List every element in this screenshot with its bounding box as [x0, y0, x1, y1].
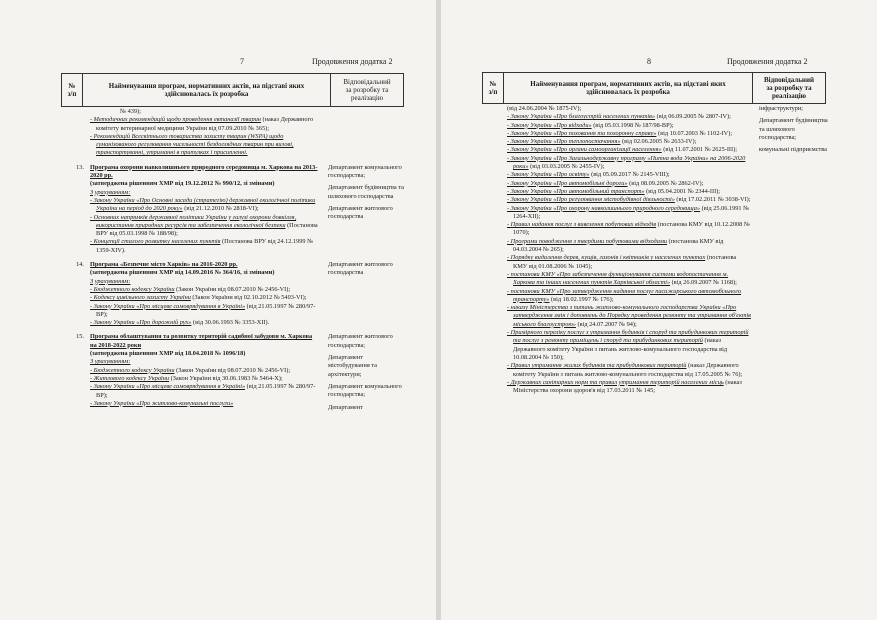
- responsible-dept: Департамент будівництва та шляхового господарства;: [759, 117, 828, 141]
- table-row: [507, 105, 829, 395]
- list-item: - Закону України «Про відходи» (від 05.03.1998 № 187/98-ВР);: [507, 121, 674, 129]
- text-line: (наказ Державного комітету ветеринарної медицини України від 07.09.2010 № 365);: [96, 116, 314, 132]
- text-line: (Закон України від 08.07.2010 № 2456-VI);: [174, 366, 291, 374]
- list-item: - Закону України «Про автомобільний транспорт» (від 05.04.2001 № 2344-III);: [507, 187, 721, 195]
- page-number: 8: [647, 57, 651, 66]
- table-header: [61, 73, 404, 107]
- text-line: № 439);: [120, 108, 141, 115]
- text-line: гуманізованого регулювання чисельності бездоглядних тварин при вилові, транспортуванні, утриманні в притулках і присипленні.: [96, 141, 294, 157]
- list-item: - постанови КМУ «Про затвердження надання послуг пасажирського автомобільного транспорту» (від 18.02.1997 № 176);: [507, 287, 742, 303]
- list-item: - Закону України «Про благоустрій населених пунктів» (від 06.09.2005 № 2807-IV);: [507, 113, 731, 121]
- row-number: 14.: [76, 261, 84, 269]
- text-line: - Закону України «Про дорожній рух»: [90, 319, 192, 327]
- text-line: - Закону України «Про місцеве самоврядування в Україні»: [90, 302, 246, 310]
- responsible-dept: Департамент житлового господарства: [328, 261, 393, 277]
- responsible-dept: Департамент: [328, 403, 363, 411]
- table-body: [62, 108, 406, 412]
- table-header: [482, 72, 826, 104]
- program-title: Програма «Безпечне місто Харків» на 2016-2020 рр.: [90, 261, 238, 269]
- responsible-dept: Департамент житлового господарства: [328, 204, 393, 221]
- program-approval: (затверджена рішенням ХМР від 18.04.2018 № 1096/18): [90, 350, 246, 358]
- table-body: [507, 105, 829, 395]
- text-line: (від 21.05.1997 № 280/97-ВР);: [96, 302, 316, 318]
- continuation-label: Продовження додатка 2: [727, 57, 808, 66]
- text-line: (від 30.06.1993 № 3353-XII).: [191, 319, 270, 327]
- header-number: № з/п: [483, 73, 504, 104]
- program-title: Програма охорони навколишнього природного середовища м. Харкова на 2013-2020 рр.: [90, 163, 318, 180]
- text-line: (Постанова ВРУ від 24.12.1999 № 1359-XIV).: [96, 238, 314, 254]
- row-number: 13.: [76, 163, 84, 171]
- list-item: - постанови КМУ «Про забезпечення функціонування системи водопостачання м. Харкова та інших населених пунктів Харківської області» (від 26.09.2007 № 1168);: [507, 270, 737, 287]
- taking-into-account: З урахуванням:: [90, 188, 131, 196]
- responsible-dept: Департамент житлового господарства;: [328, 333, 393, 349]
- responsible-dept: Департамент комунального господарства;: [328, 163, 402, 180]
- header-name: Найменування програм, нормативних актів, на підставі яких здійснювалась їх розробка: [504, 73, 753, 104]
- list-item: (від 24.06.2004 № 1875-IV);: [507, 105, 582, 112]
- text-line: (від 21.12.2010 № 2818-VI);: [182, 205, 259, 213]
- table-row: [62, 261, 406, 327]
- list-item: - Закону України «Про органи самоорганізації населення» (від 11.07.2001 № 2625-III);: [507, 146, 737, 154]
- responsible-dept: Департамент будівництва та шляхового господарства: [328, 184, 404, 200]
- text-line: - Методичних рекомендацій щодо проведення евтаназії тварин: [90, 116, 261, 124]
- text-line: - Основних напрямків державної політики України у галузі охорони довкілля, використання природних ресурсів та забезпечення екологічної безпеки: [90, 213, 297, 229]
- list-item: - Закону України «Про теплопостачання» (від 02.06.2005 № 2633-IV);: [507, 138, 697, 146]
- text-line: - Закону України «Про житлово-комунальні послуги»: [90, 399, 234, 407]
- list-item: - Правил утримання жилих будинків та прибудинкових територій (наказ Державного комітету України з питань житлово-комунального господарства від 17.05.2005 № 76);: [507, 362, 743, 378]
- text-line: (Закон України від 02.10.2012 № 5403-VI);: [190, 294, 307, 302]
- document-page-left: [0, 0, 436, 620]
- header-responsible: Відповідальний за розробку та реалізацію: [753, 73, 826, 104]
- header-responsible: Відповідальний за розробку та реалізацію: [331, 74, 404, 107]
- taking-into-account: З урахуванням:: [90, 358, 131, 366]
- table-row: [62, 108, 406, 158]
- list-item: - наказу Міністерства з питань житлово-комунального господарства України «Про затвердження змін і доповнень до Порядку проведення ремонту та утримання об'єктів міського благоустрою» (від 24.07.2007 № 94);: [507, 304, 751, 328]
- text-line: - Бюджетного кодексу України: [90, 366, 175, 374]
- list-item: - Закону України «Про охорону навколишнього природного середовища» (від 25.06.1991 № 1264-XII);: [507, 204, 750, 220]
- document-page-right: [441, 0, 877, 620]
- list-item: - Програми поводження з твердими побутовими відходами (постанова КМУ від 04.03.2004 № 265);: [507, 237, 724, 254]
- text-line: (Постанова ВРУ від 05.03.1998 № 188/98);: [96, 221, 318, 238]
- list-item: - Примірного переліку послуг з утримання будинків і споруд та прибудинкових територій та послуг з ремонту приміщень і споруд та прибудинкових територій (наказ Державного комітету України з питань житлово-комунального господарства від 10.08.2004 № 150);: [507, 329, 749, 361]
- program-approval: (затверджена рішенням ХМР від 14.09.2016 № 364/16, зі змінами): [90, 269, 275, 277]
- responsible-dept: Департамент комунального господарства;: [328, 382, 402, 399]
- responsible-dept: інфраструктури;: [759, 105, 804, 112]
- responsible-dept: комунальні підприємства: [759, 146, 827, 154]
- text-line: - Бюджетного кодексу України: [90, 285, 175, 293]
- table-row: [62, 164, 406, 255]
- text-line: - Закону України «Про Основні засади (стратегію) державної екологічної політики України на період до 2020 року»: [90, 196, 316, 213]
- responsible-dept: Департамент містобудування та архітектури;: [328, 354, 377, 378]
- list-item: - Порядку видалення дерев, кущів, газонів і квітників у населених пунктах (постанова КМУ від 01.08.2006 № 1045);: [507, 254, 737, 270]
- table-row: [62, 333, 406, 411]
- taking-into-account: З урахуванням:: [90, 277, 131, 285]
- text-line: (Закон України від 08.07.2010 № 2456-VI);: [174, 285, 291, 293]
- page-number: 7: [240, 57, 244, 66]
- program-approval: (затверджена рішенням ХМР від 19.12.2012 № 990/12, зі змінами): [90, 180, 275, 188]
- text-line: (Закон України від 30.06.1983 № 5464-X);: [169, 374, 283, 382]
- list-item: - Правил надання послуг з вивезення побутових відходів (постанова КМУ від 10.12.2008 № 1070);: [507, 221, 750, 237]
- text-line: - Кодексу цивільного захисту України: [90, 294, 191, 302]
- program-title: Програма облаштування та розвитку територій садибної забудови м. Харкова на 2018-2022 роки: [90, 333, 313, 349]
- text-line: - Житлового кодексу України: [90, 374, 170, 382]
- reference-list: [507, 105, 751, 395]
- header-name: Найменування програм, нормативних актів, на підставі яких здійснювалась їх розробка: [83, 74, 331, 107]
- list-item: - Державних санітарних норм та правил утримання територій населених місць (наказ Міністерства охорони здоров'я від 17.03.2011 № 145;: [507, 378, 742, 395]
- list-item: - Закону України «Про поховання та похоронну справу» (від 10.07.2003 № 1102-IV);: [507, 129, 733, 137]
- header-number: № з/п: [62, 74, 83, 107]
- text-line: - Концепції сталого розвитку населених пунктів: [90, 238, 221, 246]
- list-item: - Закону України «Про автомобільні дороги» (від 08.09.2005 № 2862-IV);: [507, 179, 704, 187]
- text-line: (від 21.05.1997 № 280/97-ВР);: [96, 383, 316, 399]
- continuation-label: Продовження додатка 2: [312, 57, 393, 66]
- text-line: - Рекомендацій Всесвітнього товариства захисту тварин (WSPA) щодо: [90, 132, 284, 140]
- row-number: 15.: [76, 333, 84, 341]
- text-line: - Закону України «Про місцеве самоврядування в Україні»: [90, 383, 246, 391]
- list-item: - Закону України «Про освіту» (від 05.09.2017 № 2145-VIII);: [507, 171, 670, 179]
- list-item: - Закону України «Про Загальнодержавну програму «Питна вода України» на 2006-2020 роки» (від 03.03.2005 № 2455-IV);: [507, 154, 746, 171]
- list-item: - Закону України «Про регулювання містобудівної діяльності» (від 17.02.2011 № 3038-VI);: [507, 196, 751, 204]
